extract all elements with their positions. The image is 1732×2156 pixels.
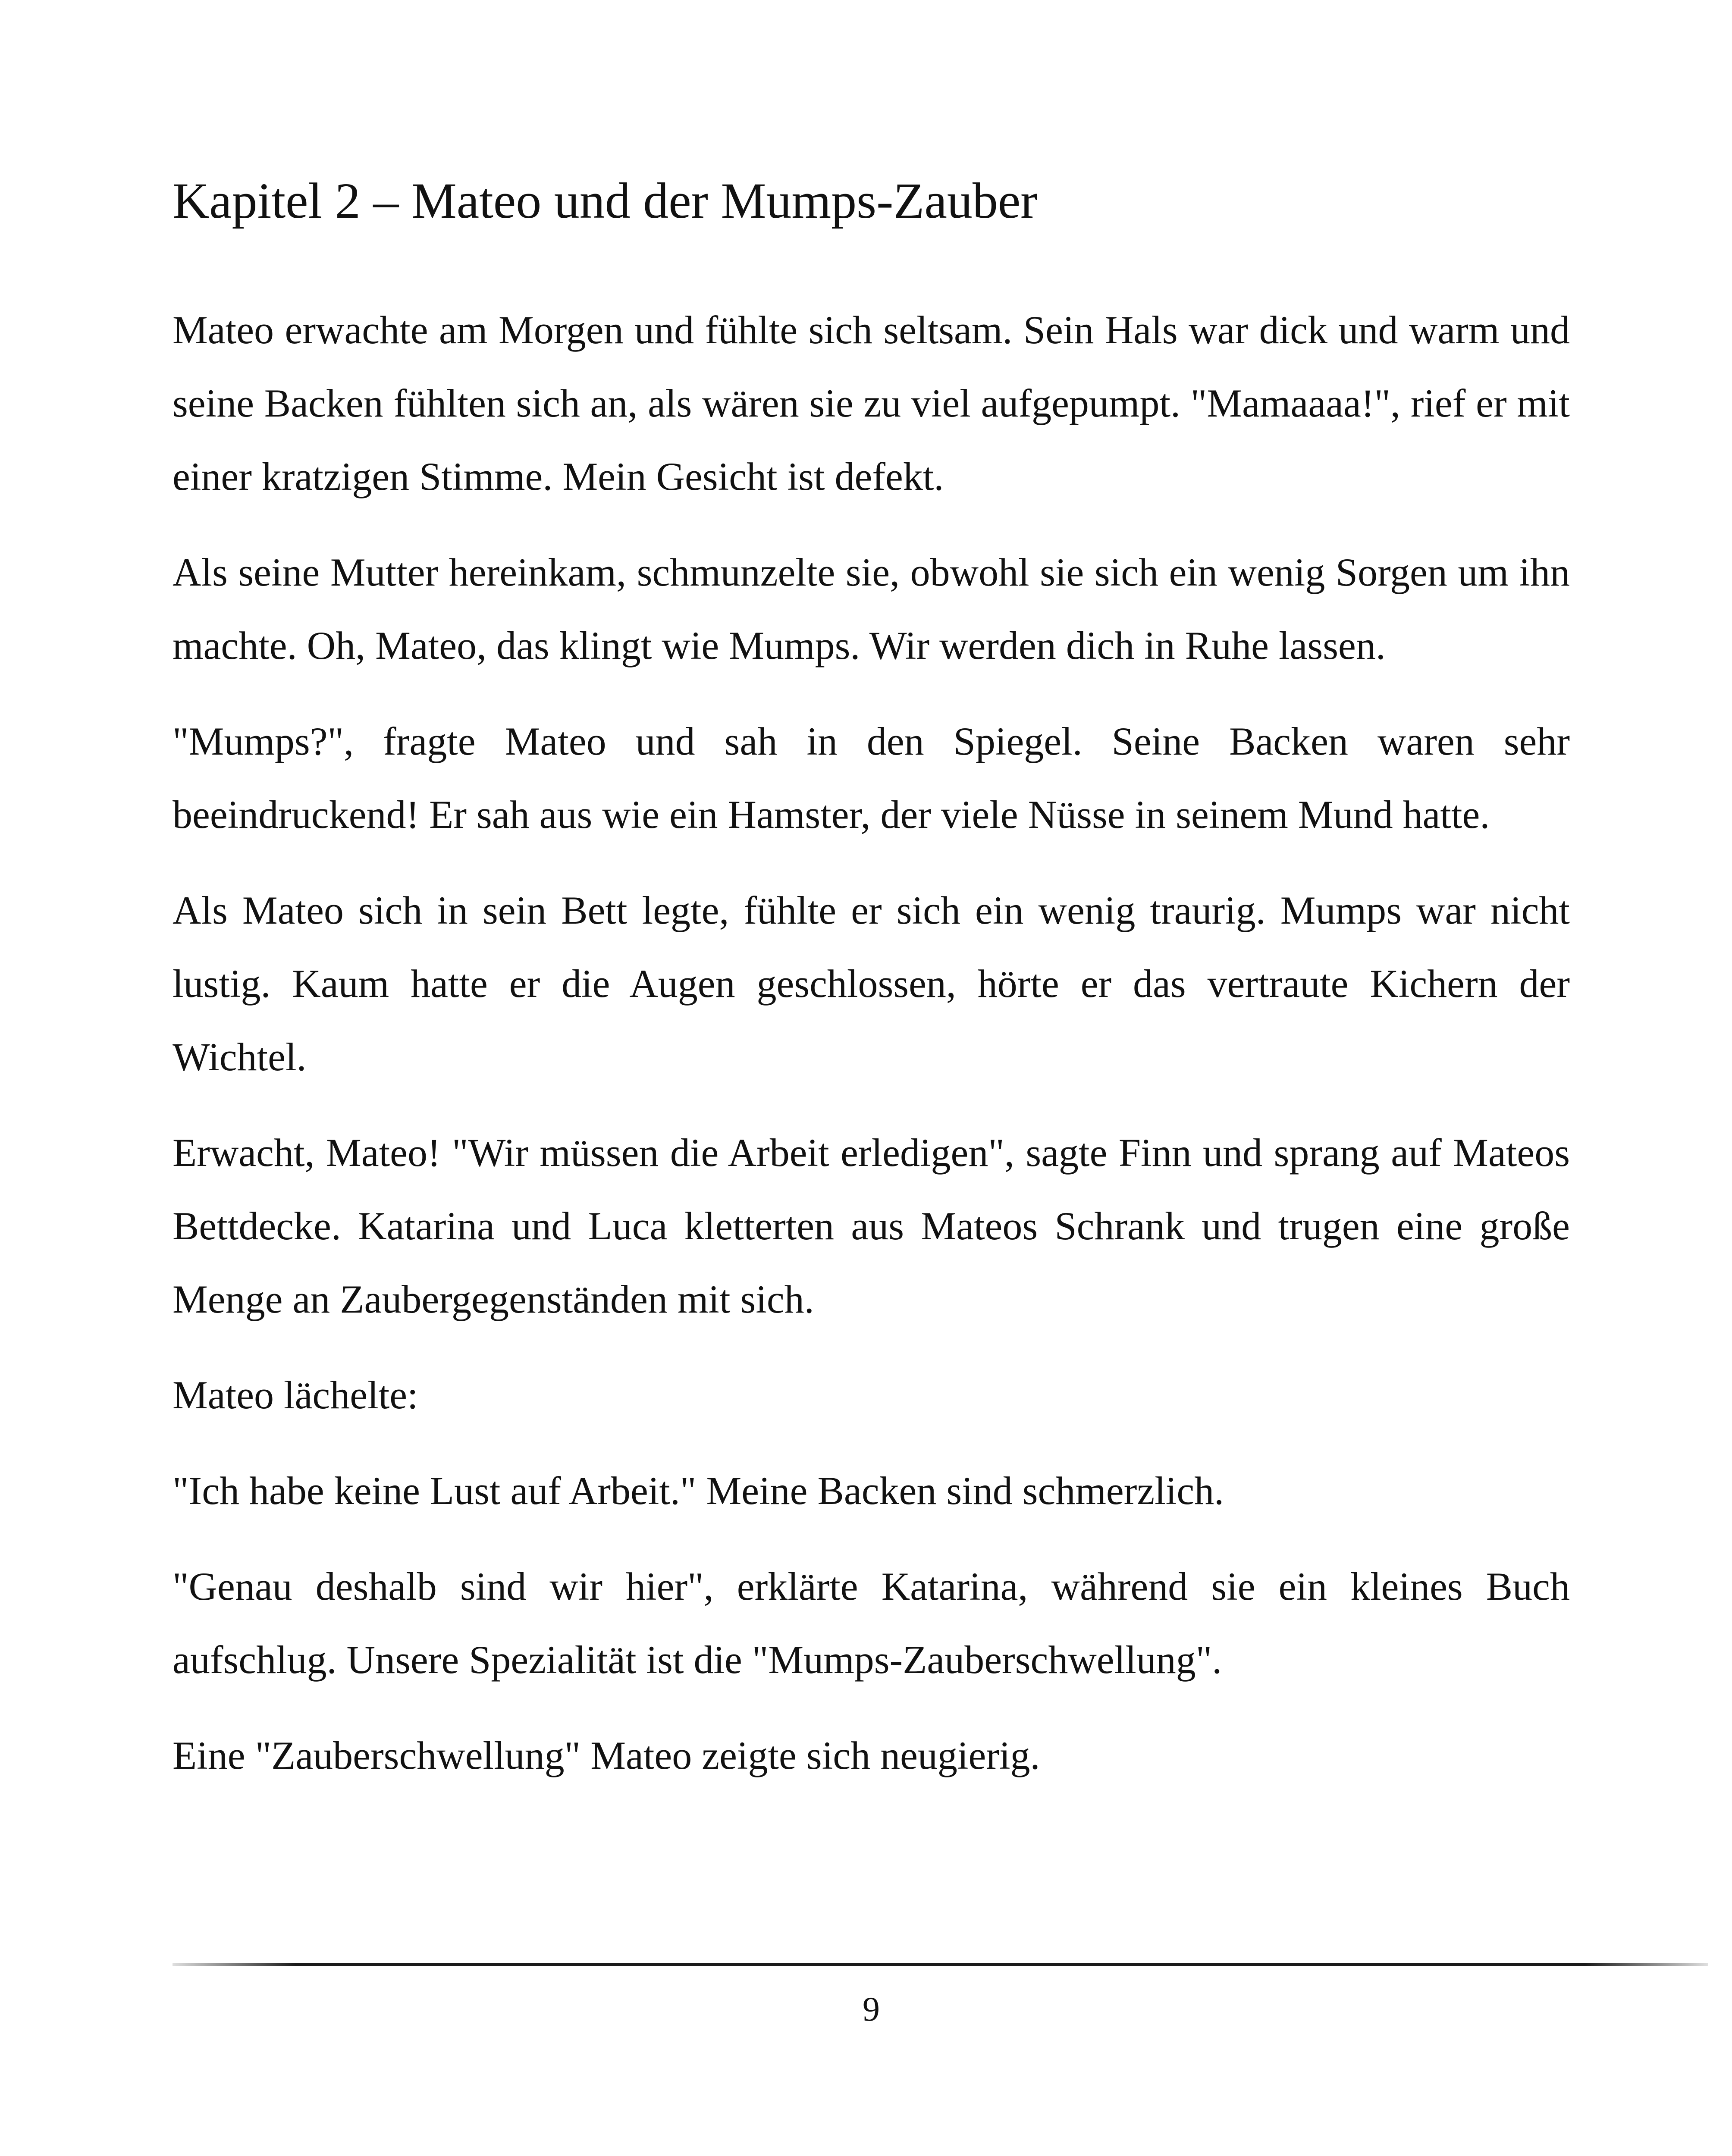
chapter-title: Kapitel 2 – Mateo und der Mumps-Zauber	[173, 172, 1038, 229]
page-number: 9	[863, 1990, 880, 2028]
paragraph: "Genau deshalb sind wir hier", erklärte Katarina, während sie ein kleines Buch aufschlug. Unsere Spezialität ist die "Mumps-Zauberschwellung".	[173, 1564, 1570, 1682]
paragraph: Erwacht, Mateo! "Wir müssen die Arbeit erledigen", sagte Finn und sprang auf Mateos Bettdecke. Katarina und Luca kletterten aus Mateos Schrank und trugen eine große Menge an Zaubergegenständen mit sich.	[173, 1131, 1570, 1321]
chapter-body	[173, 293, 1570, 1814]
footer-divider	[173, 1963, 1708, 1966]
paragraph: Als seine Mutter hereinkam, schmunzelte sie, obwohl sie sich ein wenig Sorgen um ihn machte. Oh, Mateo, das klingt wie Mumps. Wir werden dich in Ruhe lassen.	[173, 550, 1570, 667]
paragraph: Eine "Zauberschwellung" Mateo zeigte sich neugierig.	[173, 1733, 1040, 1777]
paragraph: Mateo lächelte:	[173, 1373, 418, 1417]
paragraph: Mateo erwachte am Morgen und fühlte sich seltsam. Sein Hals war dick und warm und seine Backen fühlten sich an, als wären sie zu viel aufgepumpt. "Mamaaaa!", rief er mit einer kratzigen Stimme. Mein Gesicht ist defekt.	[173, 308, 1570, 498]
paragraph: "Ich habe keine Lust auf Arbeit." Meine Backen sind schmerzlich.	[173, 1469, 1224, 1513]
paragraph: "Mumps?", fragte Mateo und sah in den Spiegel. Seine Backen waren sehr beeindruckend! Er sah aus wie ein Hamster, der viele Nüsse in seinem Mund hatte.	[173, 719, 1570, 837]
paragraph: Als Mateo sich in sein Bett legte, fühlte er sich ein wenig traurig. Mumps war nicht lustig. Kaum hatte er die Augen geschlossen, hörte er das vertraute Kichern der Wichtel.	[173, 888, 1570, 1079]
